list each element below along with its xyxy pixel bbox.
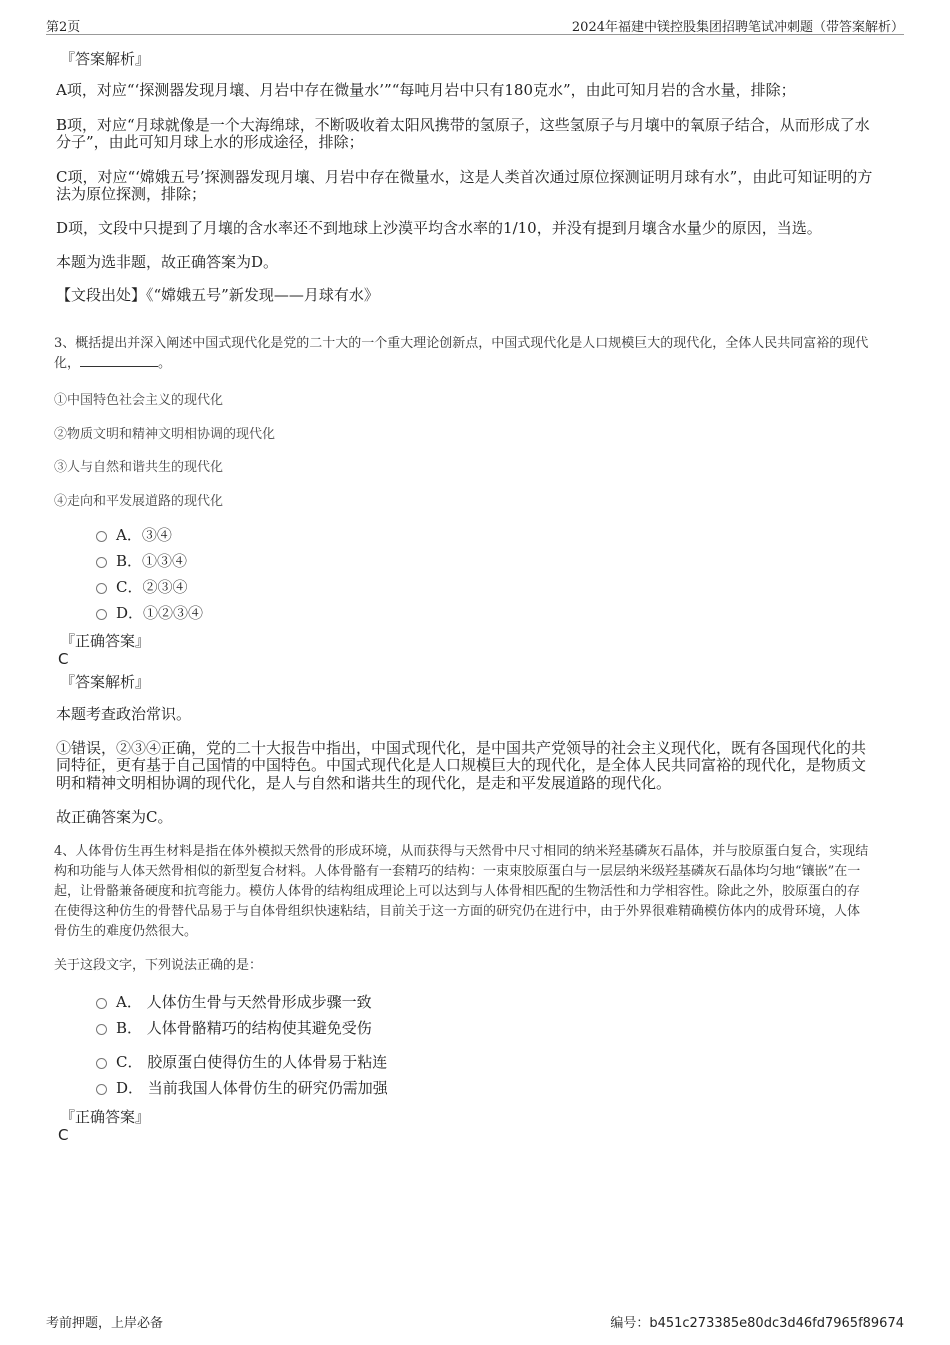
q2-analysis-c-line1: C项，对应“‘嫦娥五号’探测器发现月壤、月岩中存在微量水，这是人类首次通过原位探测证明月球有水”，由此可知证明的方 (56, 168, 873, 186)
radio-icon[interactable] (96, 998, 107, 1009)
q3-answer: C (58, 650, 69, 668)
q4-choice-a[interactable] (96, 991, 372, 1011)
document-title: 2024年福建中镁控股集团招聘笔试冲刺题（带答案解析） (571, 20, 904, 35)
q3-analysis-line2: ①错误，②③④正确，党的二十大报告中指出，中国式现代化，是中国共产党领导的社会主义现代化，既有各国现代化的共 (56, 739, 867, 757)
q3-stem-line1: 3、概括提出并深入阐述中国式现代化是党的二十大的一个重大理论创新点，中国式现代化是人口规模巨大的现代化，全体人民共同富裕的现代 (54, 336, 869, 351)
radio-icon[interactable] (96, 1084, 107, 1095)
q3-choice-d-label: D．①②③④ (116, 603, 204, 622)
radio-icon[interactable] (96, 609, 107, 620)
q3-choice-c-label: C．②③④ (116, 577, 188, 596)
q3-choice-b-label: B．①③④ (116, 551, 188, 570)
q4-choice-c[interactable] (96, 1051, 387, 1071)
q4-answer: C (58, 1126, 69, 1144)
q4-choice-d-label: D． 当前我国人体骨仿生的研究仍需加强 (116, 1078, 388, 1097)
q4-choice-b[interactable] (96, 1017, 372, 1037)
q3-analysis-line4: 明和精神文明相协调的现代化，是人与自然和谐共生的现代化，是走和平发展道路的现代化。 (56, 774, 672, 792)
q4-stem-line2: 构和功能与人体天然骨相似的新型复合材料。人体骨骼有一套精巧的结构：一束束胶原蛋白与一层层纳米级羟基磷灰石晶体均匀地“镶嵌”在一 (54, 864, 861, 879)
q3-analysis-line3: 同特征，更有基于自己国情的中国特色。中国式现代化是人口规模巨大的现代化，是全体人民共同富裕的现代化，是物质文 (56, 756, 867, 774)
q4-stem-line3: 起，让骨骼兼备硬度和抗弯能力。模仿人体骨的结构组成理论上可以达到与人体骨相匹配的生物活性和力学相容性。除此之外，胶原蛋白的存 (54, 884, 861, 899)
radio-icon[interactable] (96, 1024, 107, 1035)
q4-stem-line4: 在使得这种仿生的骨替代品易于与自体骨组织快速粘结，目前关于这一方面的研究仍在进行中，由于外界很难精确模仿体内的成骨环境，人体 (54, 904, 861, 919)
footer-slogan: 考前押题，上岸必备 (46, 1316, 164, 1331)
q3-item-2: ②物质文明和精神文明相协调的现代化 (54, 427, 276, 442)
q2-analysis-a: A项，对应“‘探测器发现月壤、月岩中存在微量水’”“每吨月岩中只有180克水”，由此可知月岩的含水量，排除； (56, 81, 796, 99)
radio-icon[interactable] (96, 1058, 107, 1069)
q4-choice-c-label: C． 胶原蛋白使得仿生的人体骨易于粘连 (116, 1052, 388, 1071)
q2-analysis-d: D项，文段中只提到了月壤的含水率还不到地球上沙漠平均含水率的1/10，并没有提到月壤含水量少的原因，当选。 (56, 219, 822, 237)
q3-choice-b[interactable] (96, 550, 187, 570)
q4-stem-line1: 4、人体骨仿生再生材料是指在体外模拟天然骨的形成环境，从而获得与天然骨中尺寸相同的纳米羟基磷灰石晶体，并与胶原蛋白复合，实现结 (54, 844, 869, 859)
q3-stem-line2 (54, 354, 900, 374)
q2-conclusion: 本题为选非题，故正确答案为D。 (56, 253, 279, 271)
radio-icon[interactable] (96, 583, 107, 594)
q4-choice-d[interactable] (96, 1077, 388, 1097)
q3-item-1: ①中国特色社会主义的现代化 (54, 393, 224, 408)
q3-stem-prefix: 化， (54, 356, 81, 371)
q3-item-3: ③人与自然和谐共生的现代化 (54, 460, 224, 475)
q2-source: 【文段出处】《“嫦娥五号”新发现——月球有水》 (56, 286, 379, 304)
q3-analysis-label: 『答案解析』 (60, 673, 151, 691)
q3-answer-label: 『正确答案』 (60, 632, 151, 650)
q2-analysis-b-line1: B项，对应“月球就像是一个大海绵球，不断吸收着太阳风携带的氢原子，这些氢原子与月壤中的氧原子结合，从而形成了水 (56, 116, 870, 134)
q3-choice-c[interactable] (96, 576, 187, 596)
q2-analysis-c-line2: 法为原位探测，排除； (56, 185, 207, 203)
q3-stem-suffix: 。 (158, 356, 172, 371)
q2-analysis-label: 『答案解析』 (60, 50, 151, 68)
radio-icon[interactable] (96, 531, 107, 542)
blank-underline (80, 354, 158, 367)
q4-stem-line5: 骨仿生的难度仍然很大。 (54, 924, 198, 939)
q2-analysis-b-line2: 分子”，由此可知月球上水的形成途径，排除； (56, 133, 364, 151)
q3-choice-d[interactable] (96, 602, 203, 622)
q3-conclusion: 故正确答案为C。 (56, 808, 173, 826)
q3-item-4: ④走向和平发展道路的现代化 (54, 494, 224, 509)
q4-choice-b-label: B． 人体骨骼精巧的结构使其避免受伤 (116, 1018, 372, 1037)
q3-choice-a-label: A．③④ (116, 525, 172, 544)
q4-answer-label: 『正确答案』 (60, 1108, 151, 1126)
document-id: 编号：b451c273385e80dc3d46fd7965f89674 (610, 1316, 904, 1331)
q4-choice-a-label: A． 人体仿生骨与天然骨形成步骤一致 (116, 992, 372, 1011)
radio-icon[interactable] (96, 557, 107, 568)
q3-choice-a[interactable] (96, 524, 172, 544)
q3-analysis-line1: 本题考查政治常识。 (56, 705, 192, 723)
q4-prompt: 关于这段文字，下列说法正确的是： (54, 958, 263, 973)
page-header (46, 14, 904, 35)
page-number: 第2页 (46, 20, 81, 35)
